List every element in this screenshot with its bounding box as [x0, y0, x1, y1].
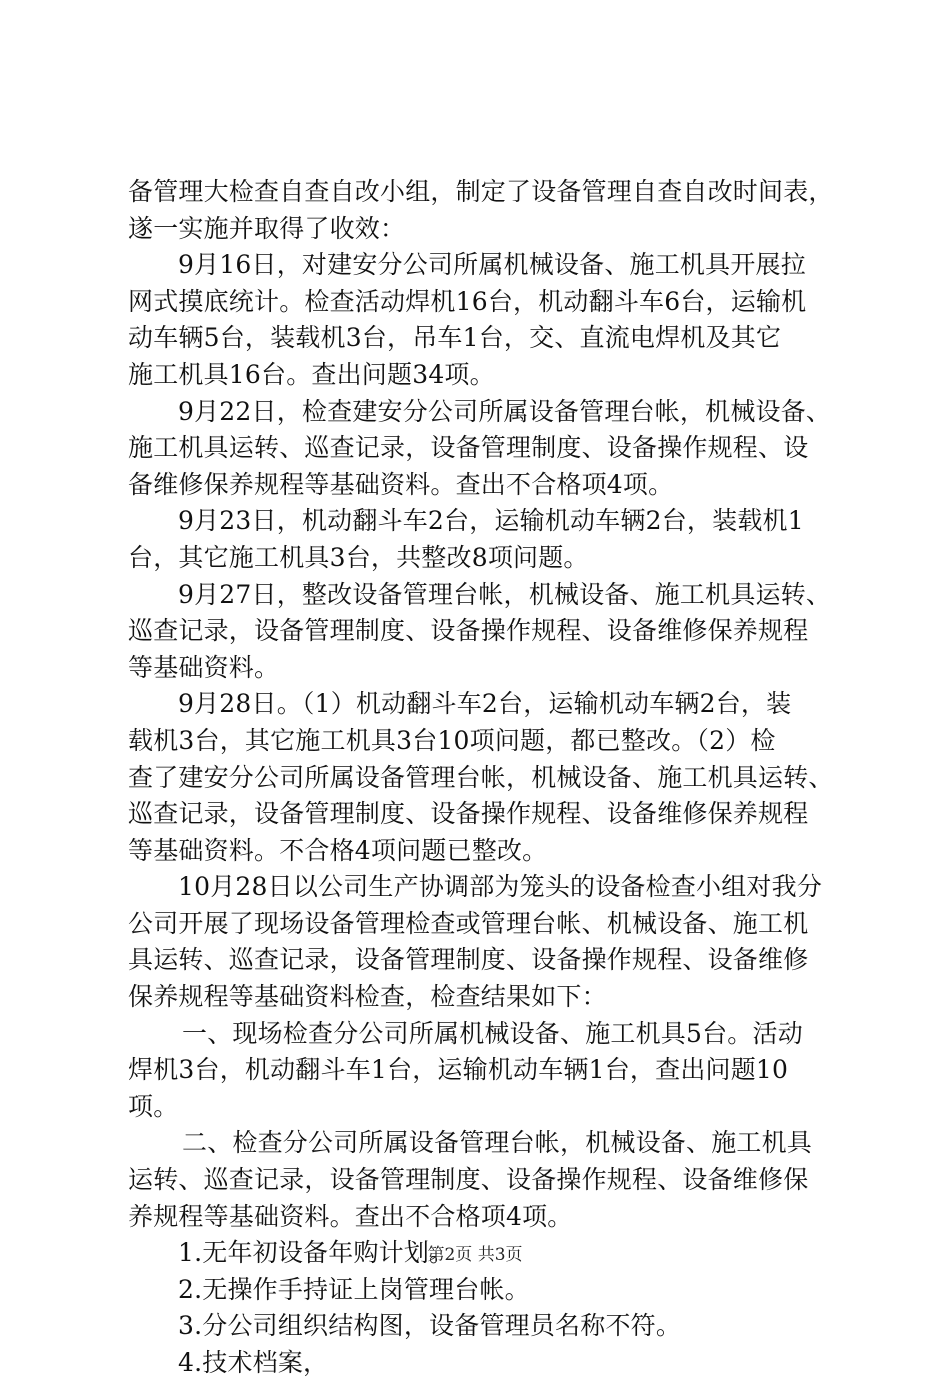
- text-line: 2.无操作手持证上岗管理台帐。: [178, 1274, 530, 1304]
- text-line: 9月16日，对建安分公司所属机械设备、施工机具开展拉: [178, 250, 806, 280]
- text-line: 查了建安分公司所属设备管理台帐，机械设备、施工机具运转、: [128, 762, 834, 792]
- text-line: 项。: [128, 1091, 179, 1121]
- text-line: 9月23日，机动翻斗车2台，运输机动车辆2台，装载机1: [178, 506, 804, 536]
- text-line: 3.分公司组织结构图，设备管理员名称不符。: [178, 1311, 682, 1341]
- text-line: 网式摸底统计。检查活动焊机16台，机动翻斗车6台，运输机: [128, 286, 807, 316]
- text-line: 等基础资料。: [128, 652, 280, 682]
- text-line: 备维修保养规程等基础资料。查出不合格项4项。: [128, 469, 674, 499]
- text-line: 保养规程等基础资料检查，检查结果如下：: [128, 982, 607, 1012]
- text-line: 运转、巡查记录，设备管理制度、设备操作规程、设备维修保: [128, 1165, 809, 1195]
- text-line: 巡查记录，设备管理制度、设备操作规程、设备维修保养规程: [128, 616, 809, 646]
- text-line: 遂一实施并取得了收效：: [128, 213, 406, 243]
- text-line: 9月27日，整改设备管理台帐，机械设备、施工机具运转、: [178, 579, 832, 609]
- text-line: 一、现场检查分公司所属机械设备、施工机具5台。活动: [182, 1018, 803, 1048]
- text-line: 等基础资料。不合格4项问题已整改。: [128, 835, 548, 865]
- text-line: 养规程等基础资料。查出不合格项4项。: [128, 1201, 573, 1231]
- text-line: 10月28日以公司生产协调部为笼头的设备检查小组对我分: [178, 872, 823, 902]
- text-line: 4.技术档案，: [178, 1348, 329, 1377]
- page-footer: 第2页 共3页: [427, 1245, 523, 1265]
- text-line: 动车辆5台，装载机3台，吊车1台，交、直流电焊机及其它: [128, 323, 782, 353]
- text-line: 施工机具运转、巡查记录，设备管理制度、设备操作规程、设: [128, 433, 809, 463]
- text-line: 公司开展了现场设备管理检查或管理台帐、机械设备、施工机: [128, 908, 809, 938]
- text-line: 巡查记录，设备管理制度、设备操作规程、设备维修保养规程: [128, 799, 809, 829]
- text-line: 备管理大检查自查自改小组，制定了设备管理自查自改时间表，: [128, 177, 834, 206]
- text-line: 具运转、巡查记录，设备管理制度、设备操作规程、设备维修: [128, 945, 809, 975]
- text-line: 施工机具16台。查出问题34项。: [128, 359, 495, 389]
- text-line: 1.无年初设备年购计划。: [178, 1238, 455, 1268]
- text-line: 二、检查分公司所属设备管理台帐，机械设备、施工机具: [182, 1128, 813, 1158]
- text-line: 9月22日，检查建安分公司所属设备管理台帐，机械设备、: [178, 396, 832, 426]
- text-line: 焊机3台，机动翻斗车1台，运输机动车辆1台，查出问题10: [128, 1055, 789, 1085]
- text-line: 台，其它施工机具3台，共整改8项问题。: [128, 542, 589, 572]
- document-body: [128, 174, 838, 1382]
- text-line: 载机3台，其它施工机具3台10项问题，都已整改。（2）检: [128, 725, 776, 755]
- text-line: 9月28日。（1）机动翻斗车2台，运输机动车辆2台，装: [178, 689, 792, 719]
